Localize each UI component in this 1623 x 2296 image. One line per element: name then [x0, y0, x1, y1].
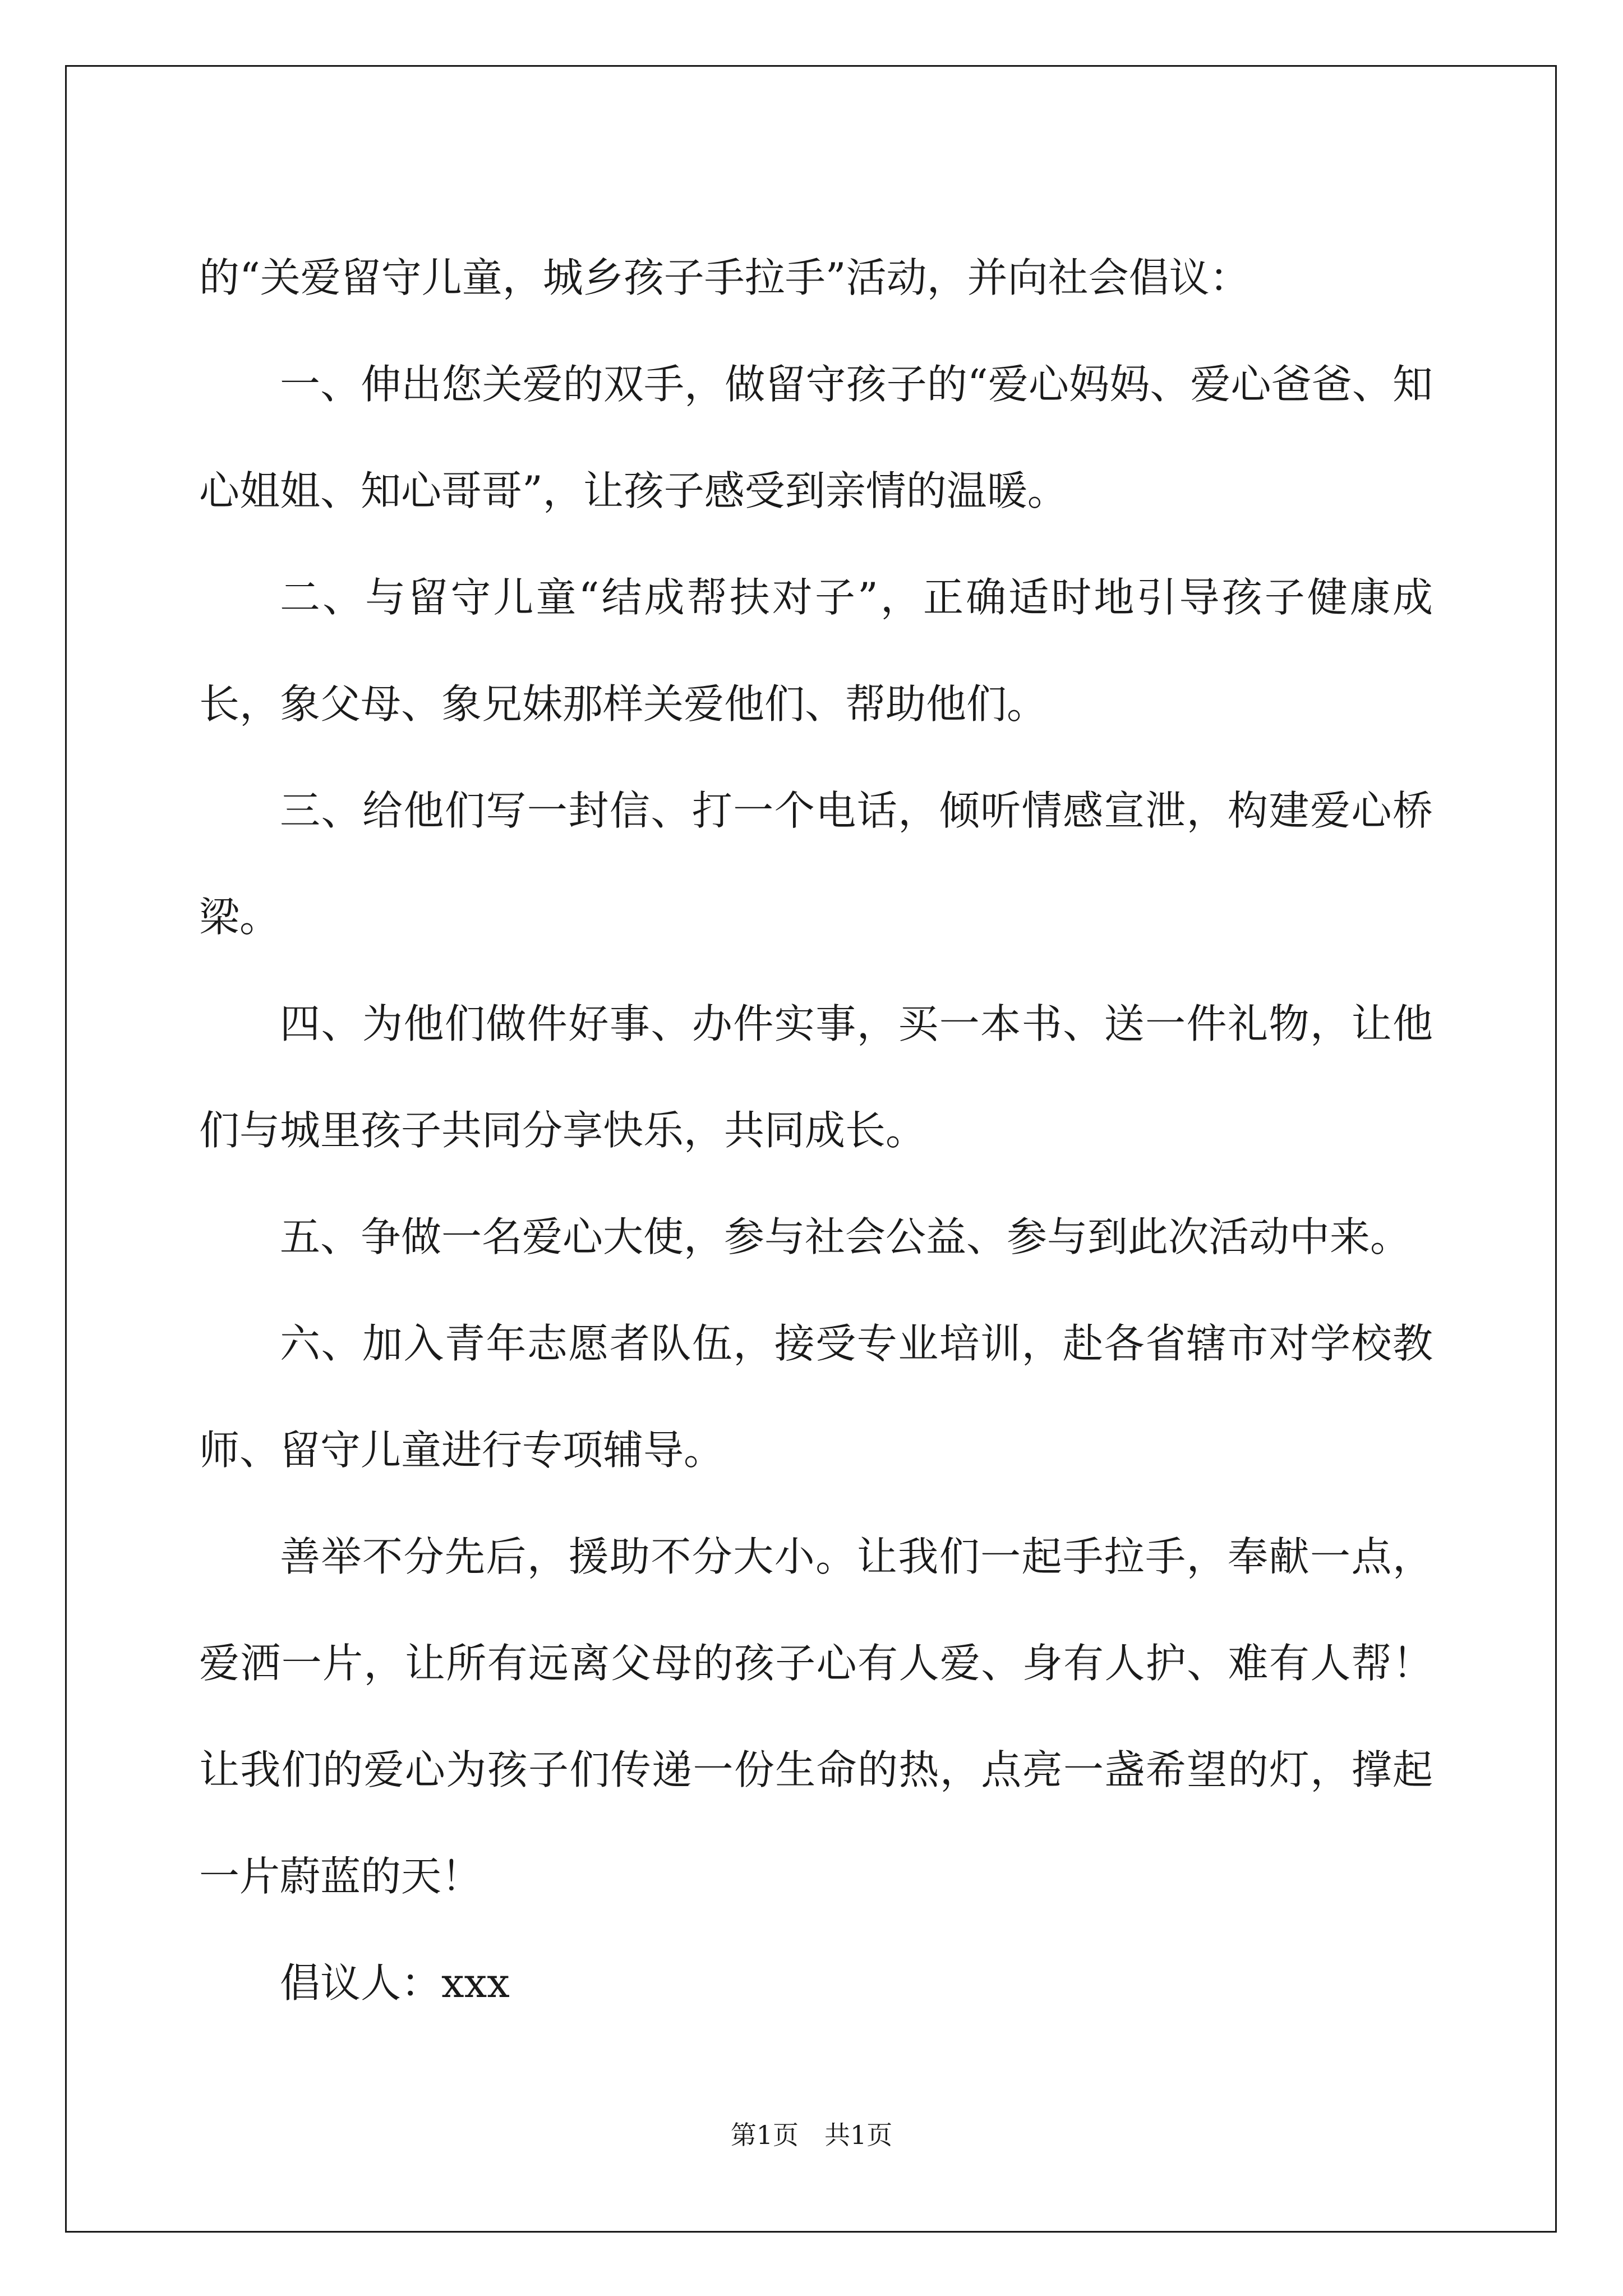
paragraph-item-6: 六、加入青年志愿者队伍，接受专业培训，赴各省辖市对学校教师、留守儿童进行专项辅导。 [199, 1320, 1433, 1474]
page-number-footer: 第1页 共1页 [730, 2120, 893, 2150]
paragraph-item-3: 三、给他们写一封信、打一个电话，倾听情感宣泄，构建爱心桥梁。 [199, 787, 1433, 941]
paragraph-signature: 倡议人：xxx [280, 1959, 510, 2007]
paragraph-item-2: 二、与留守儿童“结成帮扶对子”，正确适时地引导孩子健康成长，象父母、象兄妹那样关爱他们、帮助他们。 [199, 574, 1433, 728]
paragraph-closing: 善举不分先后，援助不分大小。让我们一起手拉手，奉献一点，爱洒一片，让所有远离父母的孩子心有人爱、身有人护、难有人帮！让我们的爱心为孩子们传递一份生命的热，点亮一盏希望的灯，撑起一片蔚蓝的天！ [199, 1533, 1433, 1900]
paragraph-item-4: 四、为他们做件好事、办件实事，买一本书、送一件礼物，让他们与城里孩子共同分享快乐，共同成长。 [199, 1000, 1433, 1154]
document-body [199, 224, 1433, 2036]
paragraph-intro: 的“关爱留守儿童，城乡孩子手拉手”活动，并向社会倡议： [199, 254, 1250, 301]
paragraph-item-5: 五、争做一名爱心大使，参与社会公益、参与到此次活动中来。 [280, 1213, 1411, 1260]
paragraph-item-1: 一、伸出您关爱的双手，做留守孩子的“爱心妈妈、爱心爸爸、知心姐姐、知心哥哥”，让孩子感受到亲情的温暖。 [199, 361, 1433, 514]
